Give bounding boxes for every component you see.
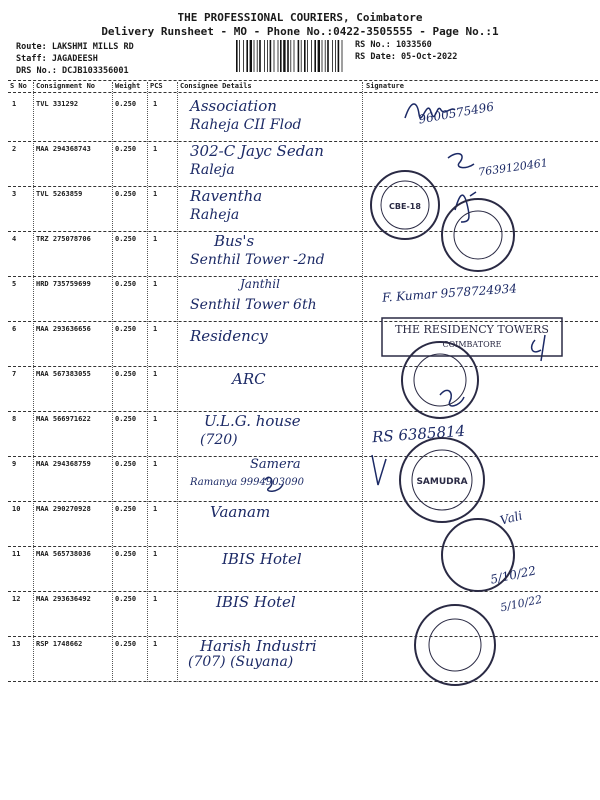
row-sno: 7 (12, 370, 17, 378)
row-pcs: 1 (153, 325, 158, 333)
row-sno: 4 (12, 235, 17, 243)
signature-scribble-2 (448, 154, 474, 168)
row-sno: 12 (12, 595, 21, 603)
col-header-pcs: PCS (150, 82, 163, 90)
consignee-line1: IBIS Hotel (216, 593, 296, 611)
signature-scribble-1 (405, 104, 455, 118)
signature-text: 5/10/22 (489, 563, 538, 587)
signature-scribble-6 (532, 335, 545, 361)
staff-label: Staff: JAGADEESH (16, 54, 98, 64)
consignee-line2: (707) (Suyana) (188, 654, 294, 670)
row-pcs: 1 (153, 505, 158, 513)
row-sno: 2 (12, 145, 17, 153)
signature-scribble-9 (265, 477, 283, 491)
row-weight: 0.250 (115, 550, 137, 558)
handwritten-signatures (265, 104, 545, 491)
row-pcs: 1 (153, 190, 158, 198)
row-weight: 0.250 (115, 505, 137, 513)
row-weight: 0.250 (115, 100, 137, 108)
consignee-line1: ARC (232, 370, 266, 388)
company-title: THE PROFESSIONAL COURIERS, Coimbatore (177, 11, 423, 24)
signature-scribble-3 (455, 192, 476, 222)
consignee-line1: IBIS Hotel (222, 550, 302, 568)
row-consignment: MAA 567383055 (36, 370, 91, 378)
row-consignment: TRZ 275078706 (36, 235, 91, 243)
row-sno: 3 (12, 190, 17, 198)
col-header-sno: S No (10, 82, 27, 90)
round-stamp-circle (415, 605, 495, 685)
col-header-consignee: Consignee Details (180, 82, 252, 90)
row-pcs: 1 (153, 145, 158, 153)
circular-stamp (402, 342, 478, 418)
row-weight: 0.250 (115, 145, 137, 153)
row-consignment: TVL 5263859 (36, 190, 83, 198)
consignee-line1: Vaanam (210, 503, 271, 521)
samudra-stamp-text: SAMUDRA (416, 477, 468, 487)
row-sno: 5 (12, 280, 17, 288)
row-consignment: MAA 294368759 (36, 460, 91, 468)
signature-scribble-8 (372, 455, 386, 485)
row-consignment: MAA 566971622 (36, 415, 91, 423)
row-pcs: 1 (153, 280, 158, 288)
drs-number: DRS No.: DCJB103356001 (16, 66, 129, 76)
row-weight: 0.250 (115, 415, 137, 423)
row-pcs: 1 (153, 640, 158, 648)
consignee-line2: Senthil Tower 6th (190, 297, 317, 313)
row-weight: 0.250 (115, 460, 137, 468)
row-pcs: 1 (153, 460, 158, 468)
runsheet-subtitle: Delivery Runsheet - MO - Phone No.:0422-3505555 - Page No.:1 (101, 25, 499, 38)
row-pcs: 1 (153, 595, 158, 603)
row-pcs: 1 (153, 235, 158, 243)
round-stamp-circle (442, 199, 514, 271)
rs-date: RS Date: 05-Oct-2022 (355, 52, 458, 62)
signature-text: RS 6385814 (371, 421, 466, 447)
rubber-stamps (371, 171, 562, 685)
row-weight: 0.250 (115, 325, 137, 333)
consignee-line2: Senthil Tower -2nd (190, 252, 325, 268)
row-sno: 11 (12, 550, 21, 558)
row-weight: 0.250 (115, 595, 137, 603)
signature-text: Vali (498, 508, 524, 528)
col-header-weight: Weight (115, 82, 141, 90)
row-consignment: MAA 290270928 (36, 505, 91, 513)
consignee-line1: Janthil (240, 277, 280, 291)
signature-text: 9600575496 (417, 99, 495, 127)
row-consignment: RSP 1748662 (36, 640, 83, 648)
row-weight: 0.250 (115, 640, 137, 648)
row-weight: 0.250 (115, 370, 137, 378)
row-sno: 6 (12, 325, 17, 333)
consignee-line2: Raleja (190, 162, 235, 178)
consignee-line1: Raventha (190, 187, 263, 205)
signature-text: 5/10/22 (499, 592, 544, 615)
row-pcs: 1 (153, 370, 158, 378)
row-consignment: MAA 293636656 (36, 325, 91, 333)
row-pcs: 1 (153, 100, 158, 108)
consignee-line1: Harish Industri (200, 637, 317, 655)
col-header-consignment: Consignment No (36, 82, 96, 90)
row-sno: 10 (12, 505, 21, 513)
consignee-line1: U.L.G. house (204, 412, 301, 430)
row-pcs: 1 (153, 550, 158, 558)
row-consignment: MAA 294368743 (36, 145, 91, 153)
row-sno: 1 (12, 100, 17, 108)
row-weight: 0.250 (115, 235, 137, 243)
consignee-line2: (720) (200, 432, 238, 448)
rs-number: RS No.: 1033560 (355, 40, 432, 50)
row-sno: 13 (12, 640, 21, 648)
row-weight: 0.250 (115, 280, 137, 288)
row-consignment: MAA 565738036 (36, 550, 91, 558)
consignee-line1: 302-C Jayc Sedan (190, 142, 324, 160)
residency-stamp-name: THE RESIDENCY TOWERS (395, 323, 549, 336)
row-consignment: MAA 293636492 (36, 595, 91, 603)
consignee-line1: Samera (250, 457, 301, 472)
row-pcs: 1 (153, 415, 158, 423)
consignee-line2: Ramanya 9994903090 (190, 477, 305, 488)
consignee-line1: Bus's (214, 232, 255, 250)
consignee-line2: Raheja (190, 207, 240, 223)
residency-stamp-city: COIMBATORE (442, 340, 502, 349)
row-consignment: TVL 331292 (36, 100, 79, 108)
cbe-stamp-text: CBE-18 (389, 202, 421, 211)
row-sno: 9 (12, 460, 17, 468)
consignee-line1: Residency (190, 327, 268, 345)
row-weight: 0.250 (115, 190, 137, 198)
consignee-line1: Association (190, 97, 277, 115)
row-consignment: HRD 735759699 (36, 280, 91, 288)
signature-text: 7639120461 (477, 156, 549, 179)
consignee-line2: Raheja CII Flod (190, 117, 302, 133)
round-stamp-circle (442, 519, 514, 591)
col-header-signature: Signature (366, 82, 404, 90)
route-label: Route: LAKSHMI MILLS RD (16, 42, 134, 52)
row-sno: 8 (12, 415, 17, 423)
signature-text: F. Kumar 9578724934 (381, 281, 518, 305)
